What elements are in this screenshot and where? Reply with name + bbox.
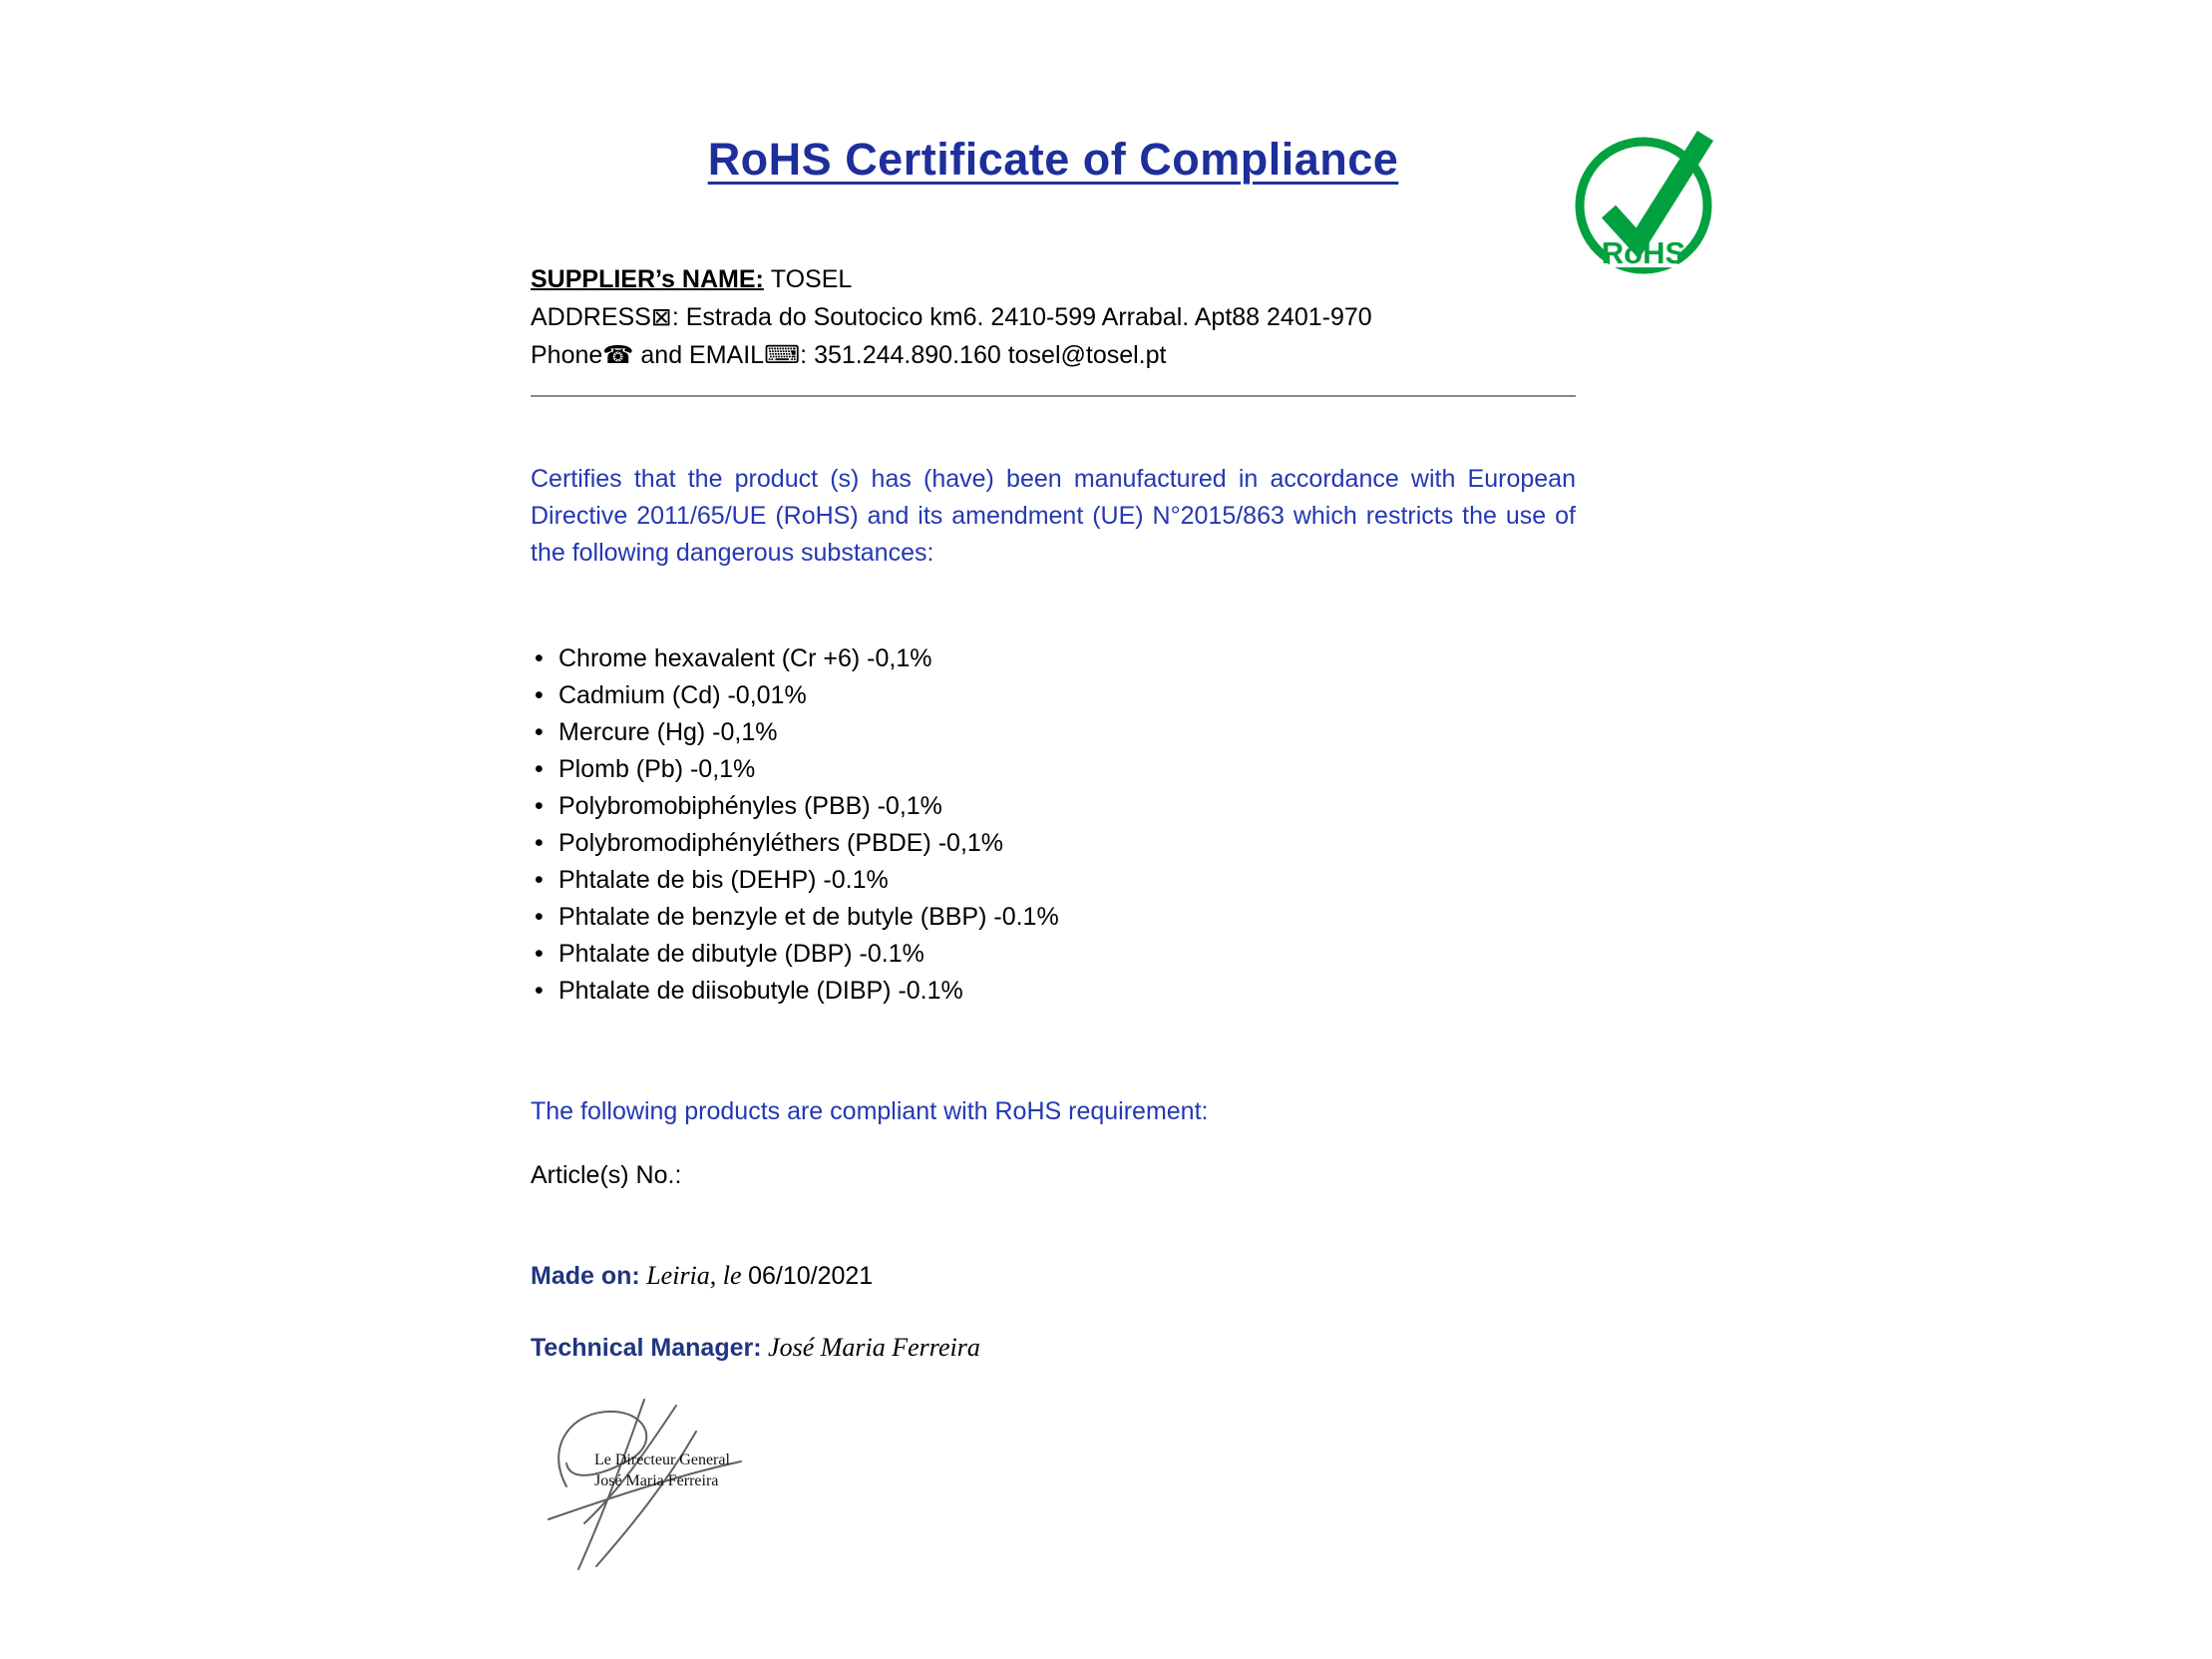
phone-icon: ☎ [602, 340, 634, 369]
technical-manager-label: Technical Manager: [531, 1334, 762, 1362]
substance-item: • Phtalate de dibutyle (DBP) -0.1% [531, 936, 1576, 973]
substance-item: • Chrome hexavalent (Cr +6) -0,1% [531, 640, 1576, 677]
substance-item: • Phtalate de bis (DEHP) -0.1% [531, 862, 1576, 899]
address-value: : Estrada do Soutocico km6. 2410-599 Arrabal. Apt88 2401-970 [671, 303, 1372, 331]
made-on-date: 06/10/2021 [748, 1262, 874, 1290]
made-on-place: Leiria, le [639, 1261, 749, 1290]
supplier-name-line [531, 261, 1576, 298]
technical-manager-line [531, 1333, 1576, 1363]
signature-line2: José Maria Ferreira [594, 1472, 719, 1489]
substance-item: • Polybromobiphényles (PBB) -0,1% [531, 788, 1576, 825]
compliance-line: The following products are compliant with RoHS requirement: [531, 1097, 1209, 1125]
supplier-block [531, 261, 1576, 374]
supplier-contact-line [531, 336, 1576, 374]
document-title: RoHS Certificate of Compliance [707, 134, 1399, 185]
supplier-address-line [531, 298, 1576, 336]
made-on-line [531, 1261, 1576, 1291]
divider-line [531, 395, 1576, 397]
supplier-name-value: TOSEL [770, 265, 853, 293]
rohs-logo [1564, 112, 1731, 283]
address-label: ADDRESS [531, 303, 651, 331]
technical-manager-name: José Maria Ferreira [761, 1333, 980, 1362]
phone-label: Phone [531, 341, 603, 369]
article-number-line: Article(s) No.: [531, 1161, 682, 1189]
made-on-label: Made on: [531, 1262, 640, 1290]
substance-item: • Mercure (Hg) -0,1% [531, 714, 1576, 751]
signature-line1: Le Directeur General [594, 1452, 730, 1468]
substance-item: • Cadmium (Cd) -0,01% [531, 677, 1576, 714]
substance-item: • Phtalate de diisobutyle (DIBP) -0.1% [531, 973, 1576, 1010]
email-label: and EMAIL [633, 341, 765, 369]
supplier-name-label: SUPPLIER’s NAME: [531, 265, 764, 293]
checkmark-icon [1609, 136, 1705, 243]
substances-list [531, 640, 1576, 1010]
signature-text [594, 1450, 730, 1491]
computer-icon: ⌨ [764, 340, 801, 369]
certification-paragraph: Certifies that the product (s) has (have) been manufactured in accordance with European Directive 2011/65/UE (RoHS) and its amendment (UE) N°2015/863 which restricts the use of the following dangerous substances: [531, 465, 1576, 567]
envelope-icon: ⊠ [650, 302, 672, 331]
substance-item: • Phtalate de benzyle et de butyle (BBP) -0.1% [531, 899, 1576, 936]
rohs-logo-label: RoHS [1601, 235, 1686, 270]
contact-value: : 351.244.890.160 tosel@tosel.pt [800, 341, 1167, 369]
substance-item: • Plomb (Pb) -0,1% [531, 751, 1576, 788]
substance-item: • Polybromodiphényléthers (PBDE) -0,1% [531, 825, 1576, 862]
signature [527, 1392, 786, 1586]
